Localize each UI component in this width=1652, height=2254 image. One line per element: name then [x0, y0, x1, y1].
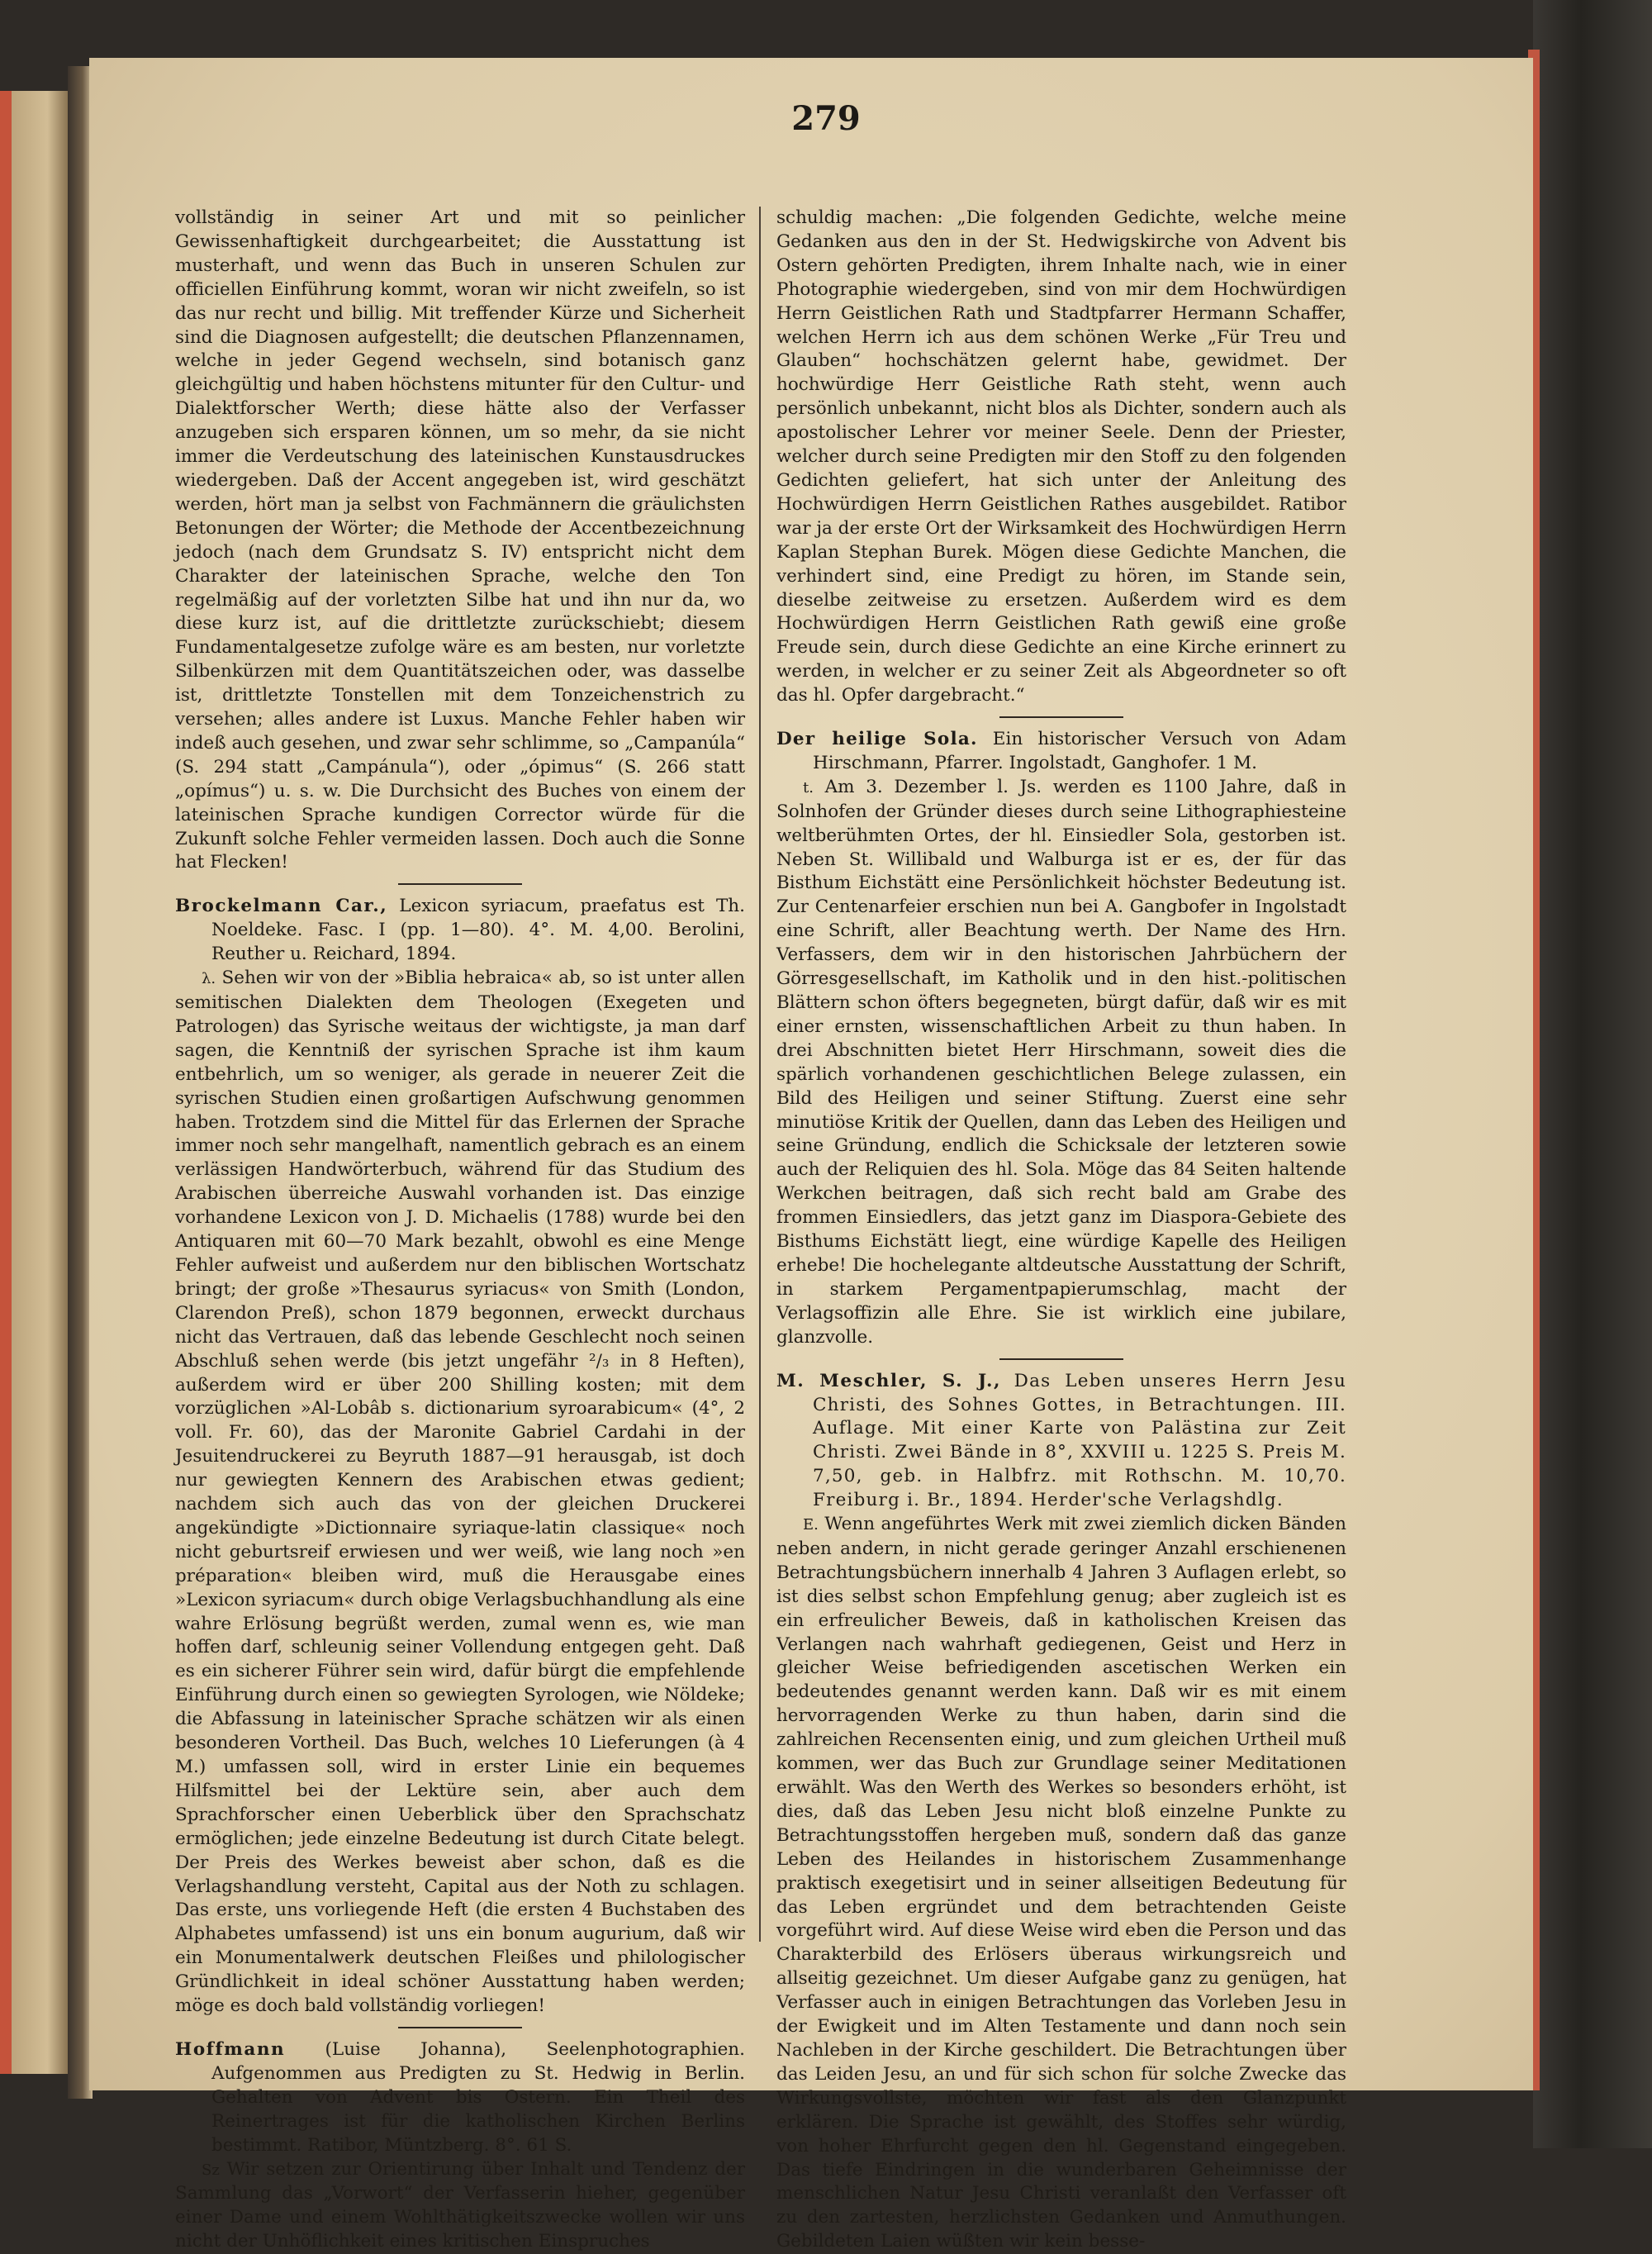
review-text: Am 3. Dezember l. Js. werden es 1100 Jahre, daß in Solnhofen der Gründer dieses durch seine Lithographiesteine weltberühmten Ortes, der hl. Einsiedler Sola, gestorben ist. Neben St. Willibald und Walburga ist er es, der für das Bisthum Eichstätt eine Persönlichkeit höchster Bedeutung ist. Zur Centenarfeier erschien nun bei A. Gangbofer in Ingolstadt eine Schrift, aller Beachtung werth. Der Name des Hrn. Verfassers, dem wir in den historischen Jahrbüchern der Görresgesellschaft, im Katholik und in den hist.-politischen Blättern schon öfters begegneten, bürgt dafür, daß wir es mit einer ernsten, wissenschaftlichen Arbeit zu thun haben. In drei Abschnitten bietet Herr Hirschmann, soweit dies die spärlich vorhandenen geschichtlichen Belege zulassen, ein Bild des Heiligen und seiner Stiftung. Zuerst eine sehr minutiöse Kritik der Quellen, dann das Leben des Heiligen und seine Gründung, endlich die Schicksale der letzteren sowie auch der Reliquien des hl. Sola. Möge das 84 Seiten haltende Werkchen beitragen, daß sich recht bald am Grabe des frommen Einsiedlers, das jetzt ganz im Diaspora-Gebiete des Bisthums Eichstätt liegt, eine würdige Kapelle des Heiligen erhebe! Die hochelegante altdeutsche Ausstattung der Schrift, in starkem Pergamentpapierumschlag, macht der Verlagsoffizin alle Ehre. Sie ist wirklich eine jubilare, glanzvolle. — [776, 777, 1346, 1348]
entry-heading-brockelmann — [175, 895, 745, 967]
section-divider — [999, 716, 1123, 718]
entry-heading-sola — [776, 728, 1346, 776]
page-number: 279 — [0, 99, 1652, 138]
entry-citation: Lexicon syriacum, praefatus est Th. Noeldeke. Fasc. I (pp. 1—80). 4°. M. 4,00. Berolini, Reuther u. Reichard, 1894. — [211, 896, 745, 964]
entry-author: Brockelmann Car., — [175, 896, 387, 916]
entry-author: M. Meschler, S. J., — [776, 1371, 1001, 1391]
review-sola — [776, 776, 1346, 1350]
entry-heading-hoffmann — [175, 2038, 745, 2158]
entry-citation: Ein historischer Versuch von Adam Hirschmann, Pfarrer. Ingolstadt, Ganghofer. 1 M. — [813, 729, 1346, 773]
entry-heading-meschler — [776, 1370, 1346, 1513]
review-text: Wir setzen zur Orientirung über Inhalt und Tendenz der Sammlung das „Vorwort“ der Verfasserin hieher, gegenüber einer Dame und einem Wohlthätigkeitszwecke wollen wir uns nicht der Unhöflichkeit eines kritischen Einspruches — [175, 2159, 745, 2252]
reviewer-sign: λ. — [202, 970, 216, 987]
entry-citation: Das Leben unseres Herrn Jesu Christi, des Sohnes Gottes, in Betrachtungen. III. Auflage. Mit einer Karte von Palästina zur Zeit Christi. Zwei Bände in 8°, XXVIII u. 1225 S. Preis M. 7,50, geb. in Halbfrz. mit Rothschn. M. 10,70. Freiburg i. Br., 1894. Herder'sche Verlagshdlg. — [813, 1371, 1346, 1511]
right-column — [776, 207, 1346, 1942]
book-cover — [1533, 0, 1652, 2148]
review-meschler — [776, 1513, 1346, 2254]
column-rule — [759, 207, 761, 1942]
reviewer-sign: t. — [803, 779, 814, 797]
review-continuation: schuldig machen: „Die folgenden Gedichte, welche meine Gedanken aus den in der St. Hedwigskirche von Advent bis Ostern gehörten Predigten, ihrem Inhalte nach, wie in einer Photographie wiedergeben, sind von mir dem Hochwürdigen Herrn Geistlichen Rath und Stadtpfarrer Hermann Schaffer, welchen Herrn ich aus dem schönen Werke „Für Treu und Glauben“ hochschätzen gelernt habe, gewidmet. Der hochwürdige Herr Geistliche Rath steht, wenn auch persönlich unbekannt, nicht blos als Dichter, sondern auch als apostolischer Lehrer vor meiner Seele. Denn der Priester, welcher durch seine Predigten mir den Stoff zu den folgenden Gedichten geliefert, hat sich unter der Anleitung des Hochwürdigen Herrn Geistlichen Rathes ausgebildet. Ratibor war ja der erste Ort der Wirksamkeit des Hochwürdigen Herrn Kaplan Stephan Burek. Mögen diese Gedichte Manchen, die verhindert sind, eine Predigt zu hören, im Stande sein, dieselbe zeitweise zu ersetzen. Außerdem wird es dem Hochwürdigen Herrn Geistlichen Rath gewiß eine große Freude sein, durch diese Gedichte an eine Kirche erinnert zu werden, in welcher er zu seiner Zeit als Abgeordneter so oft das hl. Opfer dargebracht.“ — [776, 207, 1346, 708]
reviewer-sign: Sz — [202, 2161, 220, 2179]
left-page-red-edge — [0, 91, 12, 2074]
review-text: Wenn angeführtes Werk mit zwei ziemlich dicken Bänden neben andern, in nicht gerade geringer Anzahl erschienenen Betrachtungsbüchern innerhalb 4 Jahren 3 Auflagen erlebt, so ist dies selbst schon Empfehlung genug; aber zugleich ist es ein erfreulicher Beweis, daß in katholischen Kreisen das Verlangen nach wahrhaft gediegenen, Geist und Herz in gleicher Weise befriedigenden ascetischen Werken ein bedeutendes genannt werden kann. Daß wir es mit einem hervorragenden Werke zu thun haben, darin sind die zahlreichen Recensenten einig, und zum gleichen Urtheil muß kommen, wer das Buch zur Grundlage seiner Meditationen erwählt. Was den Werth des Werkes so besonders erhöht, ist dies, daß das Leben Jesu nicht bloß einzelne Punkte zu Betrachtungsstoffen hergeben muß, sondern daß das ganze Leben des Heilandes in historischem Zusammenhange praktisch exegetisirt und in seiner allseitigen Bedeutung für das Leben ergründet und dem betrachtenden Geiste vorgeführt wird. Auf diese Weise wird eben die Person und das Charakterbild des Erlösers überaus wirkungsreich und allseitig gezeichnet. Um dieser Aufgabe ganz zu genügen, hat Verfasser auch in einigen Betrachtungen das Vorleben Jesu in der Ewigkeit und im Alten Testamente und dann noch sein Nachleben in der Kirche geschildert. Die Betrachtungen über das Leiden Jesu, an und für sich schon für solche Zwecke das Wirkungsvollste, möchten wir fast als den Glanzpunkt erklären. Die Sprache ist gewählt, des Stoffes sehr würdig, von hoher Ehrfurcht gegen den hl. Gegenstand eingegeben. Das tiefe Eindringen in die wunderbaren Geheimnisse der menschlichen Natur Jesu Christi veranlaßt den Verfasser oft zu den zartesten, herzlichsten Gedanken und Anmuthungen. Gebildeten Laien wüßten wir kein besse- — [776, 1514, 1346, 2252]
entry-title: Der heilige Sola. — [776, 729, 978, 749]
entry-author: Hoffmann — [175, 2039, 285, 2060]
section-divider — [398, 2027, 522, 2028]
section-divider — [398, 883, 522, 885]
left-column — [175, 207, 745, 1942]
review-text: Sehen wir von der »Biblia hebraica« ab, so ist unter allen semitischen Dialekten dem Theologen (Exegeten und Patrologen) das Syrische weitaus der wichtigste, ja man darf sagen, die Kenntniß der syrischen Sprache ist ihm kaum entbehrlich, um so weniger, als gerade in neuerer Zeit die syrischen Studien einen großartigen Aufschwung genommen haben. Trotzdem sind die Mittel für das Erlernen der Sprache immer noch sehr mangelhaft, namentlich gebrach es an einem verlässigen Handwörterbuch, während für das Studium des Arabischen überreiche Auswahl vorhanden ist. Das einzige vorhandene Lexicon von J. D. Michaelis (1788) wurde bei den Antiquaren mit 60—70 Mark bezahlt, obwohl es eine Menge Fehler aufweist und außerdem nur den biblischen Wortschatz bringt; der große »Thesaurus syriacus« von Smith (London, Clarendon Preß), schon 1879 begonnen, erweckt durchaus nicht das Vertrauen, daß das lebende Geschlecht noch seinen Abschluß sehen werde (bis jetzt ungefähr ²/₃ in 8 Heften), außerdem wird er über 200 Shilling kosten; mit dem vorzüglichen »Al-Lobâb s. dictionarium syroarabicum« (4°, 2 voll. Fr. 60), das der Maronite Gabriel Cardahi in der Jesuitendruckerei zu Beyruth 1887—91 herausgab, ist doch nur gewiegten Kennern des Arabischen etwas gedient; nachdem sich auch das von der gleichen Druckerei angekündigte »Dictionnaire syriaque-latin classique« noch nicht geburtsreif erwiesen und wer weiß, wie lang noch »en préparation« bleiben wird, muß die Herausgabe eines »Lexicon syriacum« durch obige Verlagsbuchhandlung als eine wahre Erlösung begrüßt werden, zumal wenn es, wie man hoffen darf, schleunig seiner Vollendung entgegen geht. Daß es ein sicherer Führer sein wird, dafür bürgt die empfehlende Einführung durch einen so gewiegten Syrologen, wie Nöldeke; die Abfassung in lateinischer Sprache schätzen wir als einen besonderen Vortheil. Das Buch, welches 10 Lieferungen (à 4 M.) umfassen soll, wird in erster Linie ein bequemes Hilfsmittel bei der Lektüre sein, aber auch dem Sprachforscher einen Ueberblick über den Sprachschatz ermöglichen; jede einzelne Bedeutung ist durch Citate belegt. Der Preis des Werkes beweist aber schon, daß es die Verlagshandlung versteht, Capital aus der Noth zu schlagen. Das erste, uns vorliegende Heft (die ersten 4 Buchstaben des Alphabetes umfassend) ist uns ein bonum augurium, daß wir ein Monumentalwerk deutschen Fleißes und philologischer Gründlichkeit in ideal schöner Ausstattung haben werden; möge es doch bald vollständig vorliegen! — [175, 968, 745, 2016]
review-brockelmann — [175, 967, 745, 2019]
section-divider — [999, 1358, 1123, 1360]
entry-citation: (Luise Johanna), Seelenphotographien. Aufgenommen aus Predigten zu St. Hedwig in Berlin. Gehalten von Advent bis Ostern. Ein Theil des Reinertrages ist für die katholischen Kirchen Berlins bestimmt. Ratibor, Müntzberg. 8°. 61 S. — [211, 2039, 745, 2156]
reviewer-sign: E. — [803, 1516, 819, 1534]
review-hoffmann — [175, 2158, 745, 2254]
review-continuation: vollständig in seiner Art und mit so peinlicher Gewissenhaftigkeit durchgearbeitet; die Ausstattung ist musterhaft, und wenn das Buch in unseren Schulen zur officiellen Einführung kommt, woran wir nicht zweifeln, so ist das nur recht und billig. Mit treffender Kürze und Sicherheit sind die Diagnosen aufgestellt; die deutschen Pflanzennamen, welche in jeder Gegend wechseln, sind botanisch ganz gleichgültig und haben höchstens mitunter für den Cultur- und Dialektforscher Werth; diese hätte also der Verfasser anzugeben sich ersparen können, um so mehr, da sie nicht immer die Verdeutschung des lateinischen Kunstausdruckes wiedergeben. Daß der Accent angegeben ist, wird geschätzt werden, hört man ja selbst von Fachmännern die gräulichsten Betonungen der Wörter; die Methode der Accentbezeichnung jedoch (nach dem Grundsatz S. IV) entspricht nicht dem Charakter der lateinischen Sprache, welche den Ton regelmäßig auf der vorletzten Silbe hat und ihn nur da, wo diese kurz ist, auf die drittletzte zurückschiebt; diesem Fundamentalgesetze zufolge wäre es am besten, nur vorletzte Silbenkürzen mit dem Quantitätszeichen oder, was dasselbe ist, drittletzte Tonstellen mit dem Tonzeichenstrich zu versehen; alles andere ist Luxus. Manche Fehler haben wir indeß auch gesehen, und zwar sehr schlimme, so „Campanúla“ (S. 294 statt „Campánula“), oder „ópimus“ (S. 266 statt „opímus“) u. s. w. Die Durchsicht des Buches von einem der lateinischen Sprache kundigen Corrector würde für die Zukunft solche Fehler vermeiden lassen. Doch auch die Sonne hat Flecken! — [175, 207, 745, 875]
